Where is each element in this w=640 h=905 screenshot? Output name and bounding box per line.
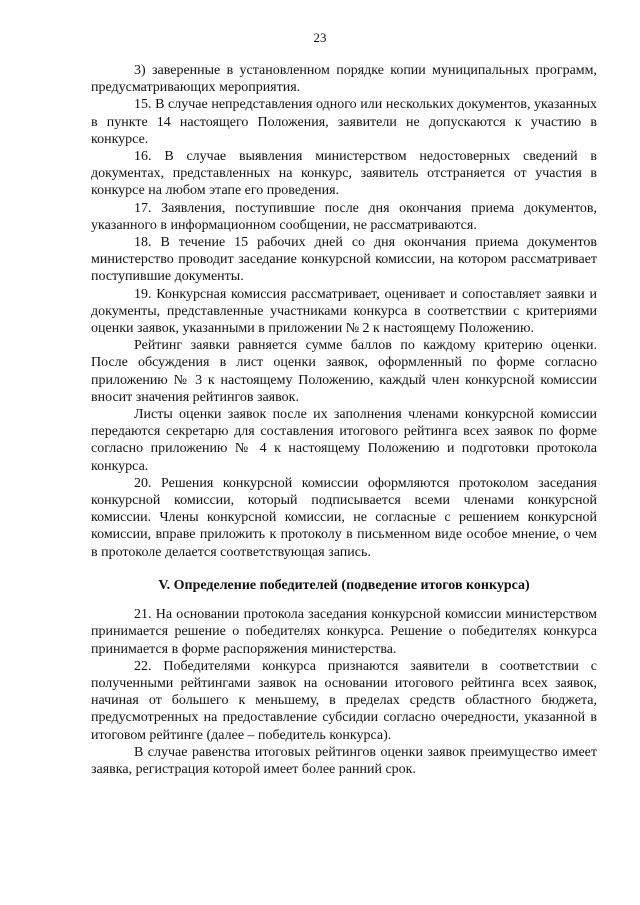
paragraph: 20. Решения конкурсной комиссии оформляются протоколом заседания конкурсной комиссии, который подписывается всеми членами конкурсной комиссии. Члены конкурсной комиссии, не согласные с решением конкурсной комиссии, вправе приложить к протоколу в письменном виде особое мнение, о чем в протоколе делается соответствующая запись. [91,475,597,560]
paragraph: Рейтинг заявки равняется сумме баллов по каждому критерию оценки. После обсуждения в лист оценки заявок, оформленный по форме согласно приложению № 3 к настоящему Положению, каждый член конкурсной комиссии вносит значения рейтингов заявок. [91,338,597,405]
paragraph: 21. На основании протокола заседания конкурсной комиссии министерством принимается решение о победителях конкурса. Решение о победителях конкурса принимается в форме распоряжения министерства. [91,607,597,657]
paragraph: Листы оценки заявок после их заполнения членами конкурсной комиссии передаются секретарю для составления итогового рейтинга всех заявок по форме согласно приложению № 4 к настоящему Положению и подготовки протокола конкурса. [91,407,597,474]
paragraph: 19. Конкурсная комиссия рассматривает, оценивает и сопоставляет заявки и документы, представленные участниками конкурса в соответствии с критериями оценки заявок, указанными в приложении № 2 к настоящему Положению. [91,286,597,337]
page-number: 23 [313,30,327,45]
document-body [91,62,597,778]
paragraph: 15. В случае непредставления одного или нескольких документов, указанных в пункте 14 настоящего Положения, заявители не допускаются к участию в конкурсе. [91,97,597,147]
paragraph: 22. Победителями конкурса признаются заявители в соответствии с полученными рейтингами заявок на основании итогового рейтинга всех заявок, начиная от большего к меньшему, в пределах средств областного бюджета, предусмотренных на предоставление субсидии согласно очередности, указанной в итоговом рейтинге (далее – победитель конкурса). [91,658,597,743]
paragraph: 18. В течение 15 рабочих дней со дня окончания приема документов министерство проводит заседание конкурсной комиссии, на котором рассматривает поступившие документы. [91,235,597,285]
paragraph: 16. В случае выявления министерством недостоверных сведений в документах, представленных на конкурс, заявитель отстраняется от участия в конкурсе на любом этапе его проведения. [91,149,597,199]
paragraph: В случае равенства итоговых рейтингов оценки заявок преимущество имеет заявка, регистрация которой имеет более ранний срок. [91,744,597,777]
paragraph: 3) заверенные в установленном порядке копии муниципальных программ, предусматривающих мероприятия. [91,63,597,96]
paragraph: 17. Заявления, поступившие после дня окончания приема документов, указанного в информационном сообщении, не рассматриваются. [91,200,597,233]
section-heading: V. Определение победителей (подведение итогов конкурса) [158,577,530,593]
